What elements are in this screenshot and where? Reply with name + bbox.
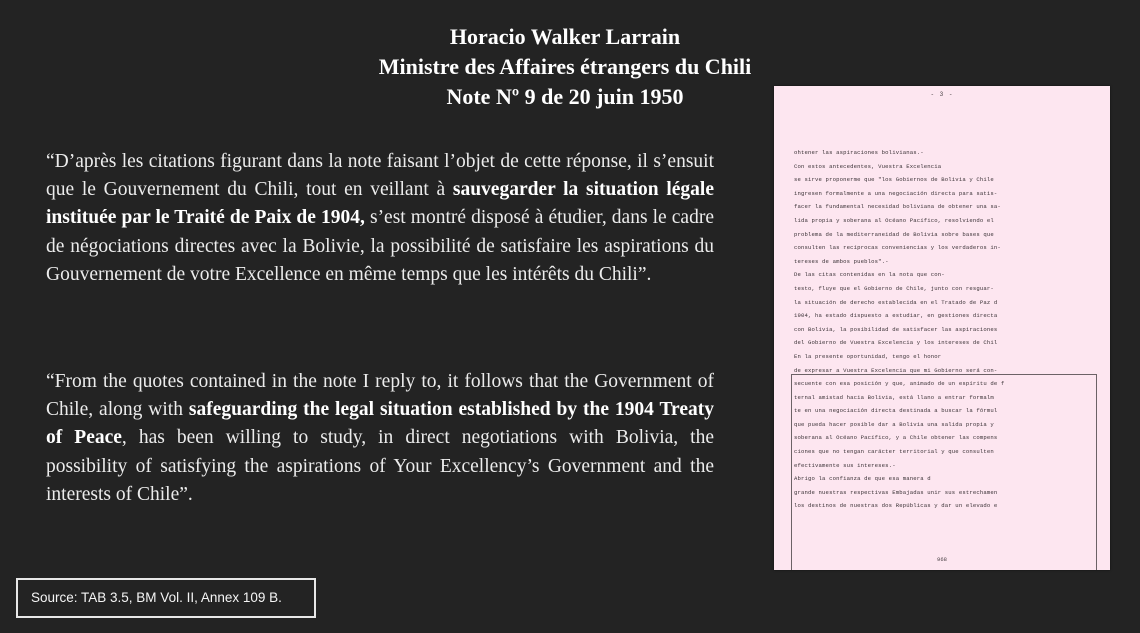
document-line: ternal amistad hacia Bolivia, está llano a entrar formalm: [794, 393, 994, 401]
quote-french-text-1: “D’après les citations figurant dans la note faisant l’objet de cette réponse, il s’ensuit que le Gouvernement du Chili, tout en veillant à: [46, 151, 714, 201]
author-title: Ministre des Affaires étrangers du Chili: [378, 54, 752, 79]
document-line: lida propia y soberana al Océano Pacífico, resolviendo el: [794, 216, 994, 224]
document-line: ingresen formalmente a una negociación directa para satis-: [794, 189, 998, 197]
document-line: la situación de derecho establecida en el Tratado de Paz d: [794, 298, 998, 306]
document-line: 1904, ha estado dispuesto a estudiar, en gestiones directa: [794, 312, 998, 320]
document-line: te en una negociación directa destinada a buscar la fórmul: [794, 407, 998, 415]
document-line: ohtener las aspiraciones bolivianas.-: [794, 149, 924, 156]
note-reference: Note Nº 9 de 20 juin 1950: [446, 84, 684, 109]
document-page-number: - 3 -: [930, 91, 954, 98]
document-line: soberana al Océano Pacífico, y a Chile obtener las compens: [794, 434, 998, 442]
document-line: grande nuestras respectivas Embajadas unir sus estrechamen: [794, 488, 998, 496]
document-line: tereses de ambos pueblos".-: [794, 257, 889, 265]
document-line: los destinos de nuestras dos Repúblicas y dar un elevado e: [794, 502, 998, 510]
document-line: Abrigo la confianza de que esa manera d: [794, 475, 931, 483]
scanned-document: [774, 86, 1110, 570]
document-line: ciones que no tengan carácter territorial y que consulten: [794, 448, 994, 456]
document-line: consulten las recíprocas conveniencias y los verdaderos in-: [794, 244, 1001, 252]
document-line: secuente con esa posición y que, animado de un espíritu de f: [794, 380, 1005, 388]
document-line: que pueda hacer posible dar a Bolivia una salida propia y: [794, 420, 994, 428]
quote-english: [46, 368, 714, 509]
document-footer-number: 968: [937, 556, 947, 563]
source-citation: Source: TAB 3.5, BM Vol. II, Annex 109 B.: [16, 578, 316, 618]
quote-english-text-2: , has been willing to study, in direct negotiations with Bolivia, the possibility of satisfying the aspirations of Your Excellency’s Government and the interests of Chile”.: [46, 427, 715, 505]
document-line: facer la fundamental necesidad boliviana de obtener una sa-: [794, 203, 1001, 211]
document-line: con Bolivia, la posibilidad de satisfacer las aspiraciones: [794, 325, 998, 333]
document-line: problema de la mediterraneidad de Bolivia sobre bases que: [794, 230, 994, 238]
document-line: se sirve proponerme que "los Gobiernos de Bolivia y Chile: [794, 176, 994, 184]
document-line: efectivamente sus intereses.-: [794, 461, 896, 469]
quote-english-emphasis: safeguarding the legal situation established by the 1904 Treaty of Peace: [46, 399, 714, 449]
author-name: Horacio Walker Larrain: [449, 24, 681, 49]
document-line: de expresar a Vuestra Excelencia que mi Gobierno será con-: [794, 366, 998, 374]
slide-header: [300, 22, 830, 112]
document-line: testo, fluye que el Gobierno de Chile, junto con resguar-: [794, 284, 994, 292]
quote-french-emphasis: sauvegarder la situation légale instituée par le Traité de Paix de 1904,: [46, 179, 714, 229]
document-text: [794, 146, 1099, 513]
document-line: En la presente oportunidad, tengo el honor: [794, 352, 942, 360]
quote-english-text-1: “From the quotes contained in the note I reply to, it follows that the Government of Chile, along with: [46, 371, 714, 421]
document-line: Con estos antecedentes, Vuestra Excelencia: [794, 162, 942, 170]
document-line: del Gobierno de Vuestra Excelencia y los intereses de Chil: [794, 339, 998, 347]
quote-french: [46, 148, 714, 289]
quote-french-text-2: s’est montré disposé à étudier, dans le cadre de négociations directes avec la Bolivie, la possibilité de satisfaire les aspirations du Gouvernement de votre Excellence en même temps que les intérêts du Chili”.: [46, 207, 714, 285]
document-line: De las citas contenidas en la nota que con-: [794, 271, 945, 279]
